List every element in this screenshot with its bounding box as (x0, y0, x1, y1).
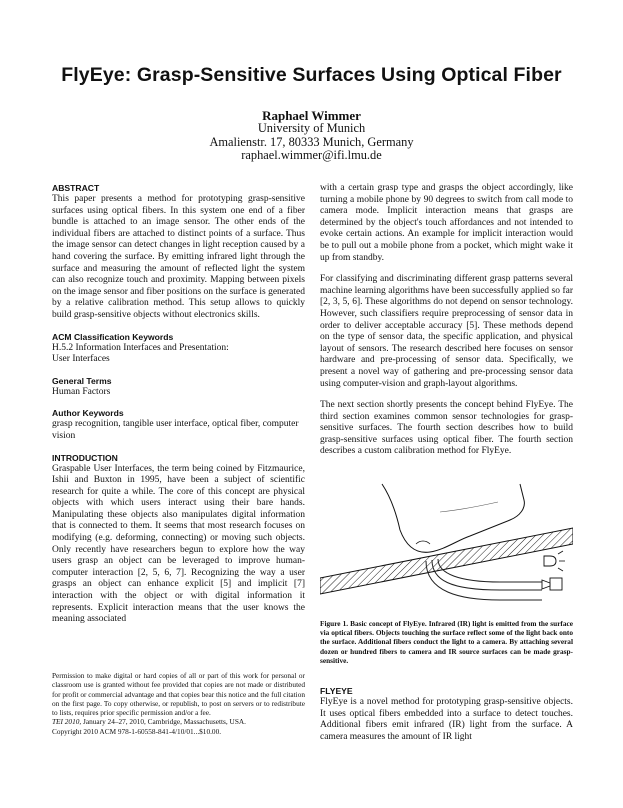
author-keywords-heading: Author Keywords (52, 408, 124, 419)
acm-line-2: User Interfaces (52, 354, 110, 365)
author-block (0, 109, 623, 163)
copyright-line: Copyright 2010 ACM 978-1-60558-841-4/10/01...$10.00. (52, 726, 222, 736)
ir-emitter-icon (544, 551, 565, 571)
right-paragraph-1: with a certain grasp type and grasps the object accordingly, like turning a mobile phone by 90 degrees to switch from call mode to camera mode. Implicit interaction means that grasps are determined by the object's touch affordances and not intended to evoke certain actions. An example for implicit interaction would be to pull out a mobile phone from a pocket, which might wake it up from standby. (320, 183, 573, 263)
camera-icon (542, 578, 562, 590)
figure-1-illustration (320, 482, 573, 610)
venue-name: TEI 2010, (52, 717, 82, 727)
venue-line (52, 717, 305, 726)
author-affiliation: University of Munich (257, 121, 366, 136)
flyeye-section (320, 686, 573, 743)
abstract-heading: ABSTRACT (52, 183, 100, 193)
acm-line-1: H.5.2 Information Interfaces and Presentation: (52, 342, 229, 353)
introduction-heading: INTRODUCTION (52, 452, 118, 463)
general-terms-heading: General Terms (52, 375, 112, 386)
right-paragraph-2: For classifying and discriminating different grasp patterns several machine learning algorithms have been successfully applied so far [2, 3, 5, 6]. These algorithms do not depend on sensor technology. However, such classifiers require preprocessing of sensor data in order to deliver acceptable accuracy [5]. These methods depend on the type of sensor data, the specific application, and physical layout of sensors. The research described here focuses on sensor hardware and pre-processing of sensor data. Specifically, we present a novel way of gathering and pre-processing sensor data using computer-vision and graph-layout algorithms. (320, 274, 573, 389)
paper-title: FlyEye: Grasp-Sensitive Surfaces Using Optical Fiber (61, 64, 562, 86)
general-terms-text: Human Factors (52, 386, 111, 397)
author-email: raphael.wimmer@ifi.lmu.de (241, 148, 382, 163)
author-name: Raphael Wimmer (262, 108, 361, 123)
venue-details: January 24–27, 2010, Cambridge, Massachusetts, USA. (81, 717, 246, 727)
acm-heading: ACM Classification Keywords (52, 331, 174, 342)
introduction-text: Graspable User Interfaces, the term being coined by Fitzmaurice, Ishii and Buxton in 1995, have been a subject of scientific research for quite a while. The core of this concept are physical objects with which users interact using their bare hands. Manipulating these objects also manipulates digital information that is connected to them. It seems that most research focuses on modifying (e.g. deforming, connecting) or moving such objects. Only recently have researchers begun to explore how the way users grasp an object can be leveraged to improve human-computer interaction [2, 5, 6, 7]. Recognizing the way a user grasps an object can enhance explicit [5] and implicit [7] interaction with the object or with digital information it represents. Explicit interaction means that the user knows the meaning associated (52, 463, 305, 625)
author-keywords-text: grasp recognition, tangible user interface, optical fiber, computer vision (52, 419, 299, 441)
left-column (52, 183, 305, 626)
author-address: Amalienstr. 17, 80333 Munich, Germany (209, 134, 414, 149)
flyeye-heading: FLYEYE (320, 686, 353, 696)
flyeye-text: FlyEye is a novel method for prototyping grasp-sensitive objects. It uses optical fibers embedded into a surface to detect touches. Additional fibers emit infrared (IR) light from the surface. A camera measures the amount of IR light (320, 697, 573, 742)
right-paragraph-3: The next section shortly presents the concept behind FlyEye. The third section examines common sensor technologies for grasp-sensitive surfaces. The fourth section describes how to build grasp-sensitive surfaces using optical fiber. The fourth section describes a custom calibration method for FlyEye. (320, 400, 573, 457)
abstract-text: This paper presents a method for prototyping grasp-sensitive surfaces using optical fibers. In this system one end of a fiber bundle is attached to an image sensor. The other ends of the individual fibers are attached to distinct points of a surface. Thus the image sensor can detect changes in light reception caused by a hand covering the surface. By emitting infrared light through the surface and measuring the amount of reflected light the system can also recognize touch and proximity. Mapping between pixels on the image sensor and fiber positions on the surface is generated by a relative calibration method. This setup allows to quickly build grasp-sensitive objects without electronics skills. (52, 194, 305, 320)
figure-1-caption: Figure 1. Basic concept of FlyEye. Infrared (IR) light is emitted from the surface via optical fibers. Objects touching the surface reflect some of the light back onto the surface. Additional fibers conduct the light to a camera. By attaching several dozen or hundred fibers to camera and IR source surfaces can be made grasp-sensitive. (320, 619, 573, 665)
right-column (320, 183, 573, 458)
permission-notice: Permission to make digital or hard copies of all or part of this work for personal or classroom use is granted without fee provided that copies are not made or distributed for profit or commercial advantage and that copies bear this notice and the full citation on the first page. To copy otherwise, or republish, to post on servers or to redistribute to lists, requires prior specific permission and/or a fee. (52, 671, 305, 718)
copyright-footnote (52, 671, 305, 736)
